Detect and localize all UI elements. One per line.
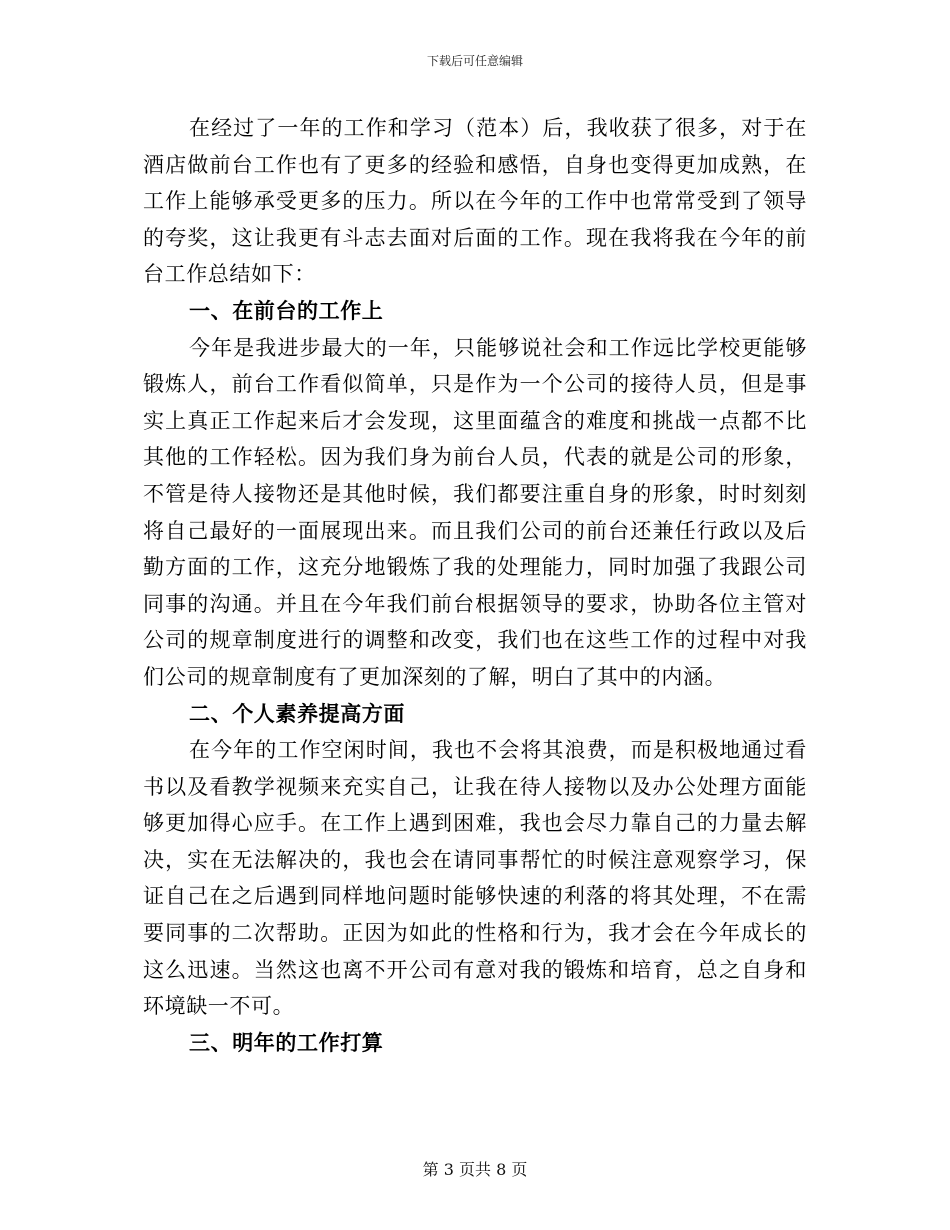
page-indicator: 第 3 页共 8 页 xyxy=(422,1160,528,1179)
header-note: 下载后可任意编辑 xyxy=(426,54,523,68)
section-2-paragraph: 在今年的工作空闲时间，我也不会将其浪费，而是积极地通过看书以及看教学视频来充实自己，让我在待人接物以及办公处理方面能够更加得心应手。在工作上遇到困难，我也会尽力靠自己的力量去解决，实在无法解决的，我也会在请同事帮忙的时候注意观察学习，保证自己在之后遇到同样地问题时能够快速的利落的将其处理，不在需要同事的二次帮助。正因为如此的性格和行为，我才会在今年成长的这么迅速。当然这也离不开公司有意对我的锻炼和培育，总之自身和环境缺一不可。 xyxy=(143,738,807,1019)
section-3-heading: 三、明年的工作打算 xyxy=(189,1029,384,1055)
section-1-paragraph: 今年是我进步最大的一年，只能够说社会和工作远比学校更能够锻炼人，前台工作看似简单，只是作为一个公司的接待人员，但是事实上真正工作起来后才会发现，这里面蕴含的难度和挑战一点都不比其他的工作轻松。因为我们身为前台人员，代表的就是公司的形象，不管是待人接物还是其他时候，我们都要注重自身的形象，时时刻刻将自己最好的一面展现出来。而且我们公司的前台还兼任行政以及后勤方面的工作，这充分地锻炼了我的处理能力，同时加强了我跟公司同事的沟通。并且在今年我们前台根据领导的要求，协助各位主管对公司的规章制度进行的调整和改变，我们也在这些工作的过程中对我们公司的规章制度有了更加深刻的了解，明白了其中的内涵。 xyxy=(143,335,807,689)
section-2-heading: 二、个人素养提高方面 xyxy=(189,700,405,726)
document-body xyxy=(143,110,807,1061)
section-1-heading: 一、在前台的工作上 xyxy=(189,297,384,323)
intro-paragraph: 在经过了一年的工作和学习（范本）后，我收获了很多，对于在酒店做前台工作也有了更多的经验和感悟，自身也变得更加成熟，在工作上能够承受更多的压力。所以在今年的工作中也常常受到了领导的夸奖，这让我更有斗志去面对后面的工作。现在我将我在今年的前台工作总结如下： xyxy=(143,116,807,287)
